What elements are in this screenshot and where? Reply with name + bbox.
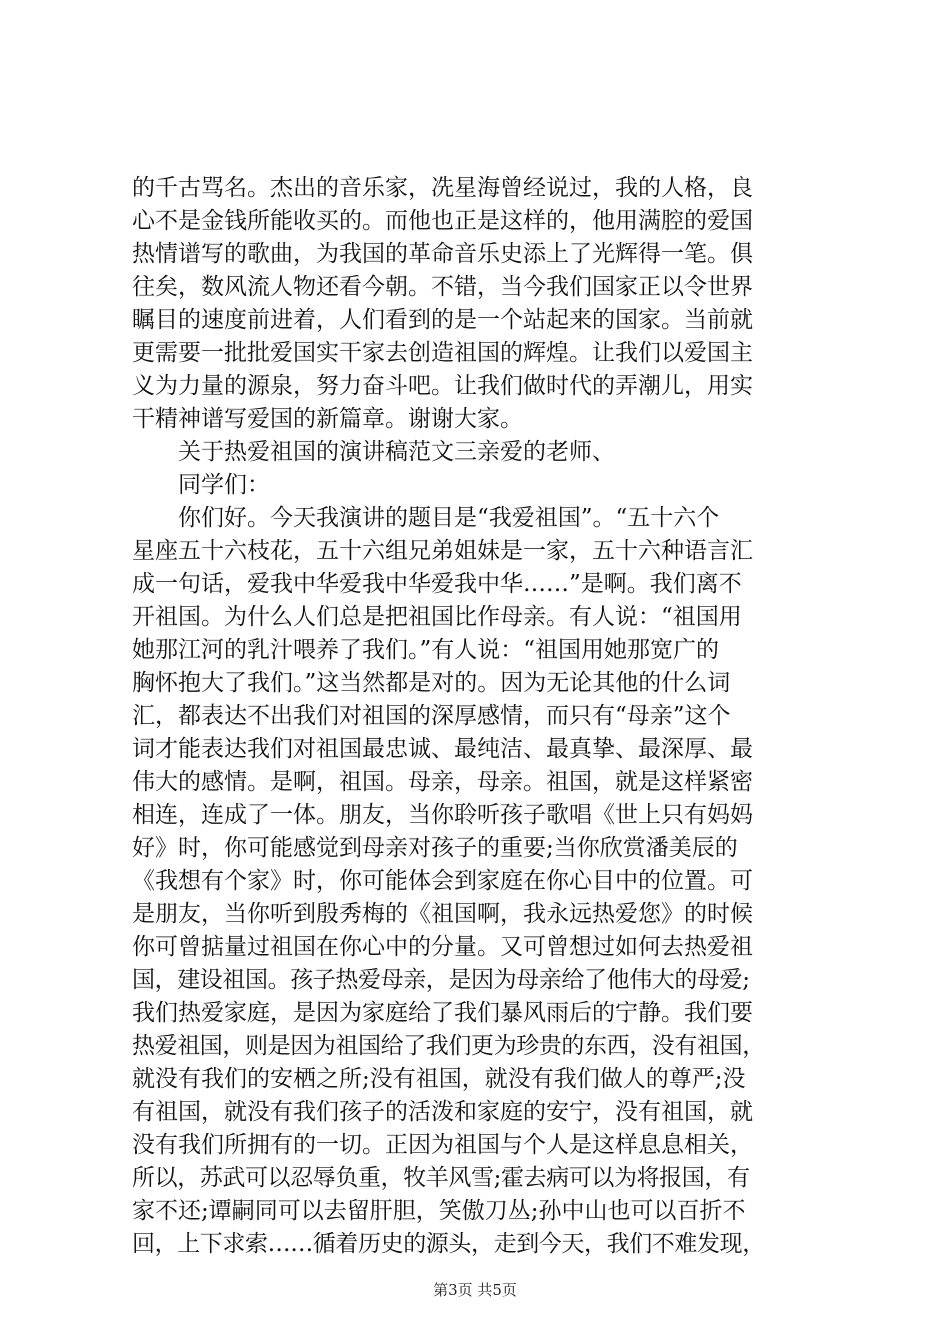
text-line: 胸怀抱大了我们。”这当然都是对的。因为无论其他的什么词 [132,670,731,696]
text-line: 好》时，你可能感觉到母亲对孩子的重要;当你欣赏潘美辰的 [132,835,738,861]
text-line: 相连，连成了一体。朋友，当你聆听孩子歌唱《世上只有妈妈 [132,802,753,828]
text-line: 瞩目的速度前进着，人们看到的是一个站起来的国家。当前就 [132,307,753,333]
text-line: 家不还;谭嗣同可以去留肝胆，笑傲刀丛;孙中山也可以百折不 [132,1198,746,1224]
section-heading: 关于热爱祖国的演讲稿范文三亲爱的老师、 [178,439,615,465]
text-line: 的千古骂名。杰出的音乐家，冼星海曾经说过，我的人格，良 [132,175,753,201]
text-line: 国，建设祖国。孩子热爱母亲，是因为母亲给了他伟大的母爱; [132,967,750,993]
salutation: 同学们： [178,472,270,498]
text-line: 《我想有个家》时，你可能体会到家庭在你心目中的位置。可 [132,868,753,894]
text-line: 汇，都表达不出我们对祖国的深厚感情，而只有“母亲”这个 [132,703,731,729]
text-line: 就没有我们的安栖之所;没有祖国，就没有我们做人的尊严;没 [132,1066,746,1092]
text-line: 你可曾掂量过祖国在你心中的分量。又可曾想过如何去热爱祖 [132,934,753,960]
text-line: 干精神谱写爱国的新篇章。谢谢大家。 [132,406,523,432]
text-line: 我们热爱家庭，是因为家庭给了我们暴风雨后的宁静。我们要 [132,1000,753,1026]
text-line: 热情谱写的歌曲，为我国的革命音乐史添上了光辉得一笔。俱 [132,241,753,267]
text-line: 开祖国。为什么人们总是把祖国比作母亲。有人说：“祖国用 [132,604,742,630]
text-line: 更需要一批批爱国实干家去创造祖国的辉煌。让我们以爱国主 [132,340,753,366]
text-line: 成一句话，爱我中华爱我中华爱我中华……”是啊。我们离不 [132,571,742,597]
text-line: 有祖国，就没有我们孩子的活泼和家庭的安宁，没有祖国，就 [132,1099,753,1125]
text-line: 她那江河的乳汁喂养了我们。”有人说：“祖国用她那宽广的 [132,637,720,663]
text-line: 往矣，数风流人物还看今朝。不错，当今我们国家正以令世界 [132,274,753,300]
text-line: 伟大的感情。是啊，祖国。母亲，母亲。祖国，就是这样紧密 [132,769,753,795]
body-text [132,172,822,1261]
text-line: 你们好。今天我演讲的题目是“我爱祖国”。“五十六个 [178,505,720,531]
text-line: 义为力量的源泉，努力奋斗吧。让我们做时代的弄潮儿，用实 [132,373,753,399]
text-line: 热爱祖国，则是因为祖国给了我们更为珍贵的东西，没有祖国， [132,1033,765,1059]
text-line: 没有我们所拥有的一切。正因为祖国与个人是这样息息相关， [132,1132,753,1158]
text-line: 心不是金钱所能收买的。而他也正是这样的，他用满腔的爱国 [132,208,753,234]
text-line: 所以，苏武可以忍辱负重，牧羊风雪;霍去病可以为将报国，有 [132,1165,750,1191]
text-line: 是朋友，当你听到殷秀梅的《祖国啊，我永远热爱您》的时候 [132,901,753,927]
page-number-footer: 第3页 共5页 [433,1281,517,1299]
text-line: 词才能表达我们对祖国最忠诚、最纯洁、最真挚、最深厚、最 [132,736,753,762]
text-line: 星座五十六枝花，五十六组兄弟姐妹是一家，五十六种语言汇 [132,538,753,564]
text-line: 回，上下求索……循着历史的源头，走到今天，我们不难发现， [132,1231,765,1257]
